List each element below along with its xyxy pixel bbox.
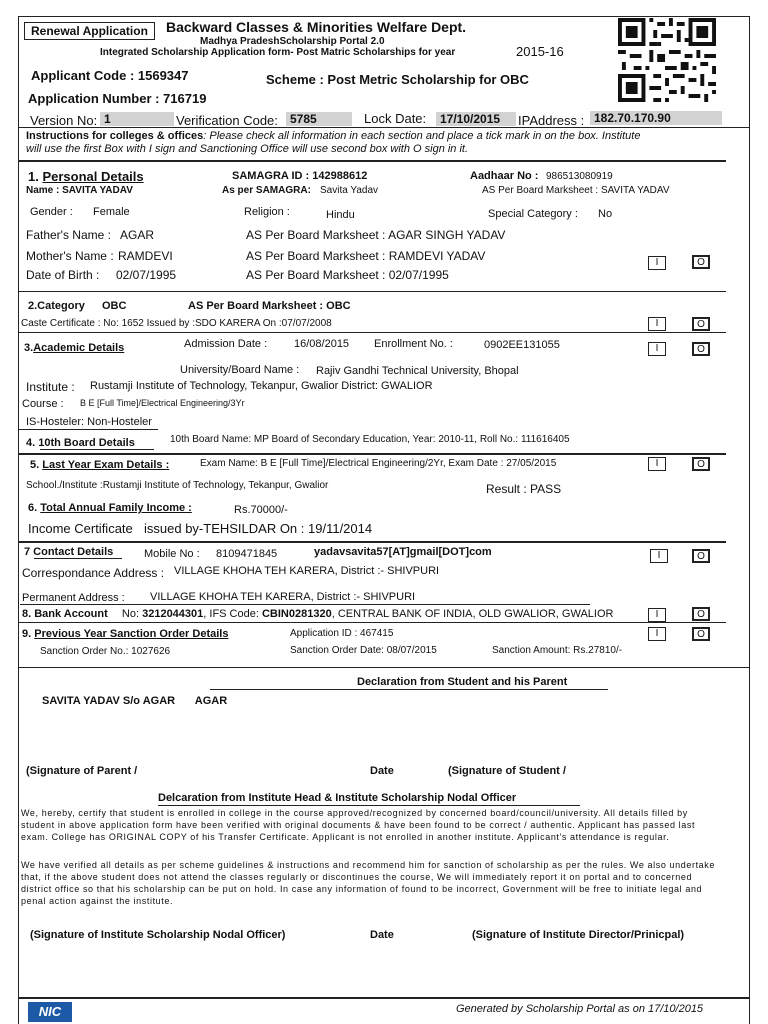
dept-title: Backward Classes & Minorities Welfare Dept. (166, 19, 467, 35)
gender-value: Female (93, 206, 130, 218)
course-value: B E [Full Time]/Electrical Engineering/3Yr (80, 398, 245, 408)
board-name: AS Per Board Marksheet : SAVITA YADAV (482, 185, 670, 196)
income-heading-num: 6. (28, 502, 38, 514)
instructions-divider (18, 160, 726, 162)
income-divider (18, 541, 726, 543)
bank-no-label: No: (121, 608, 140, 620)
contact-heading: 7 Contact Details (24, 546, 114, 558)
income-certificate-label: Income Certificate (28, 521, 133, 536)
father-board: AS Per Board Marksheet : AGAR SINGH YADAV (246, 228, 506, 242)
version-value: 1 (100, 112, 174, 126)
permanent-address-underline (20, 604, 590, 605)
father-name-label: Father's Name : (26, 228, 111, 242)
admission-date-value: 16/08/2015 (294, 338, 350, 350)
declaration-so: S/o (122, 695, 141, 707)
mobile-label: Mobile No : (144, 548, 200, 560)
institute-declaration-underline (158, 805, 580, 806)
last-exam-name: Exam Name: B E [Full Time]/Electrical Engineering/2Yr, Exam Date : 27/05/2015 (200, 458, 557, 469)
contact-office-checkbox[interactable]: O (692, 549, 710, 563)
dob-label: Date of Birth : (26, 268, 100, 282)
institute-declaration-para-1: We, hereby, certify that student is enrolled in college in the course approved/recognized by concerned board/council/university. All details filled by student in above application form have been verified with original documents & have been found to be correct / authentic. Applicant has passed last exam. College has ORIGINAL COPY of his Transfer Certificate. Applicant is not enrolled in another institute. Applicant's attendance is regular. (21, 808, 696, 842)
contact-heading-underline (34, 558, 122, 559)
last-exam-result: Result : PASS (486, 482, 562, 496)
last-exam-heading-num: 5. (30, 459, 40, 471)
academic-heading-num: 3. (24, 342, 34, 354)
dob-value: 02/07/1995 (116, 268, 177, 282)
sanction-heading (22, 628, 228, 640)
category-board: AS Per Board Marksheet : OBC (188, 300, 351, 312)
mobile-value: 8109471845 (216, 548, 278, 560)
academic-heading (24, 342, 124, 354)
verification-label: Verification Code: (176, 113, 278, 128)
income-heading-text: Total Annual Family Income : (40, 502, 192, 514)
portal-title: Madhya PradeshScholarship Portal 2.0 (200, 36, 385, 47)
personal-heading-text: Personal Details (42, 169, 144, 184)
instructions-line1 (26, 130, 640, 142)
sanction-office-checkbox[interactable]: O (692, 627, 710, 641)
category-office-checkbox[interactable]: O (692, 317, 710, 331)
category-institute-checkbox[interactable]: I (648, 317, 666, 331)
ifs-value: CBIN0281320 (261, 608, 332, 620)
institute-label: Institute : (26, 380, 75, 394)
email-value: yadavsavita57[AT]gmail[DOT]com (314, 546, 492, 558)
income-value: Rs.70000/- (234, 504, 288, 516)
sanction-heading-num: 9. (22, 628, 32, 640)
personal-institute-checkbox[interactable]: I (648, 256, 666, 270)
bank-divider (18, 622, 726, 623)
dob-board: AS Per Board Marksheet : 02/07/1995 (246, 268, 449, 282)
renewal-label: Renewal Application (24, 22, 155, 40)
header-divider (18, 127, 750, 128)
ip-address-label: IPAddress : (518, 113, 585, 128)
personal-divider (18, 291, 726, 292)
generated-note: Generated by Scholarship Portal as on 17/10/2015 (456, 1003, 704, 1015)
enrollment-value: 0902EE131055 (484, 339, 560, 351)
academic-office-checkbox[interactable]: O (692, 342, 710, 356)
signature-student: (Signature of Student / (448, 765, 566, 777)
scheme: Scheme : Post Metric Scholarship for OBC (266, 72, 529, 87)
sanction-amount: Sanction Amount: Rs.27810/- (492, 645, 623, 656)
academic-institute-checkbox[interactable]: I (648, 342, 666, 356)
institute-declaration-para-2: We have verified all details as per scheme guidelines & instructions and recommend him for sanction of scholarship as per the rules. We also undertake that, if the above student does not attend the classes regularly or discontinues the course, We will immediately report it on portal and to concerned district office so that his scholarship can be put on hold. In case any information of found to be incorrect, Government will be free to initiate legal and penal action against the institute. (21, 860, 715, 906)
tenth-divider (18, 453, 726, 455)
declaration-title: Declaration from Student and his Parent (357, 676, 568, 688)
form-year: 2015-16 (516, 44, 564, 59)
mother-name-value: RAMDEVI (118, 249, 173, 263)
application-number: Application Number : 716719 (28, 91, 207, 106)
as-per-samagra-label: As per SAMAGRA: (222, 185, 311, 196)
bank-heading: 8. Bank Account (22, 608, 108, 620)
mother-board: AS Per Board Marksheet : RAMDEVI YADAV (246, 249, 486, 263)
contact-institute-checkbox[interactable]: I (650, 549, 668, 563)
aadhaar-value: 986513080919 (546, 171, 613, 182)
personal-heading-num: 1. (28, 169, 39, 184)
category-value: OBC (102, 300, 127, 312)
category-divider (18, 332, 726, 333)
verification-value: 5785 (286, 112, 352, 126)
instructions-line2: will use the first Box with I sign and Sanctioning Office will use second box with O sign in it. (26, 143, 469, 155)
tenth-heading: 4. 10th Board Details (26, 437, 135, 449)
institute-date: Date (370, 929, 394, 941)
signature-nodal-officer: (Signature of Institute Scholarship Nodal Officer) (30, 929, 286, 941)
correspondence-address-value: VILLAGE KHOHA TEH KARERA, District :- SHIVPURI (174, 565, 440, 577)
caste-certificate: Caste Certificate : No: 1652 Issued by :SDO KARERA On :07/07/2008 (21, 318, 332, 329)
instructions-label: Instructions for colleges & offices (26, 130, 204, 142)
nic-logo: NIC (28, 1002, 72, 1022)
permanent-address-label: Permanent Address : (22, 592, 125, 604)
special-category-label: Special Category : (488, 208, 578, 220)
hosteler-status: IS-Hosteler: Non-Hosteler (26, 416, 152, 428)
samagra-id: SAMAGRA ID : 142988612 (232, 170, 368, 182)
form-title: Integrated Scholarship Application form- Post Matric Scholarships for year (100, 47, 456, 58)
father-name-value: AGAR (120, 228, 155, 242)
as-per-samagra-value: Savita Yadav (320, 185, 379, 196)
last-exam-office-checkbox[interactable]: O (692, 457, 710, 471)
sanction-order-no: Sanction Order No.: 1027626 (40, 646, 171, 657)
university-label: University/Board Name : (180, 364, 300, 376)
declaration-names (42, 695, 227, 707)
sanction-divider (18, 667, 750, 668)
sanction-heading-text: Previous Year Sanction Order Details (34, 628, 229, 640)
correspondence-address-label: Correspondance Address : (22, 566, 165, 580)
declaration-student: SAVITA YADAV (42, 695, 120, 707)
last-exam-heading-text: Last Year Exam Details : (42, 459, 170, 471)
sanction-application-id: Application ID : 467415 (290, 628, 394, 639)
admission-date-label: Admission Date : (184, 338, 268, 350)
bank-office-checkbox[interactable]: O (692, 607, 710, 621)
ifs-label: , IFS Code: (203, 608, 259, 620)
lock-date-value: 17/10/2015 (436, 112, 516, 126)
bank-no-value: 3212044301 (142, 608, 204, 620)
sanction-order-date: Sanction Order Date: 08/07/2015 (290, 645, 437, 656)
category-label: 2.Category (28, 300, 85, 312)
declaration-father-2: AGAR (194, 695, 228, 707)
personal-heading (28, 169, 144, 184)
religion-value: Hindu (326, 209, 355, 221)
applicant-name: Name : SAVITA YADAV (26, 185, 133, 196)
signature-director: (Signature of Institute Director/Prinicpal) (472, 929, 685, 941)
academic-divider (18, 429, 158, 430)
declaration-father: AGAR (142, 695, 176, 707)
instructions-text: : Please check all information in each section and place a tick mark in on the box. Institute (203, 130, 641, 142)
enrollment-label: Enrollment No. : (374, 338, 453, 350)
last-exam-school: School./Institute :Rustamji Institute of Technology, Tekanpur, Gwalior (26, 480, 329, 491)
bank-row (22, 608, 613, 620)
signature-parent: (Signature of Parent / (26, 765, 138, 777)
last-exam-heading (30, 459, 169, 471)
tenth-heading-underline (40, 449, 154, 450)
bank-institute-checkbox[interactable]: I (648, 608, 666, 622)
gender-label: Gender : (30, 206, 73, 218)
income-certificate-value: issued by-TEHSILDAR On : 19/11/2014 (144, 521, 373, 536)
course-label: Course : (22, 398, 64, 410)
declaration-date: Date (370, 765, 394, 777)
bank-branch: , CENTRAL BANK OF INDIA, OLD GWALIOR, GWALIOR (331, 608, 614, 620)
ip-address-value: 182.70.170.90 (590, 111, 722, 125)
permanent-address-value: VILLAGE KHOHA TEH KARERA, District :- SHIVPURI (150, 591, 416, 603)
last-exam-institute-checkbox[interactable]: I (648, 457, 666, 471)
footer-divider (18, 997, 750, 999)
declaration-title-underline (210, 689, 608, 690)
personal-office-checkbox[interactable]: O (692, 255, 710, 269)
applicant-code: Applicant Code : 1569347 (31, 68, 189, 83)
academic-heading-text: Academic Details (33, 342, 125, 354)
version-label: Version No: (30, 113, 98, 128)
institute-declaration-title: Delcaration from Institute Head & Institute Scholarship Nodal Officer (158, 792, 517, 804)
lock-date-label: Lock Date: (364, 111, 427, 126)
qr-code-image (618, 18, 716, 102)
income-heading (28, 502, 192, 514)
special-category-value: No (598, 208, 613, 220)
university-value: Rajiv Gandhi Technical University, Bhopal (316, 365, 519, 377)
religion-label: Religion : (244, 206, 290, 218)
sanction-institute-checkbox[interactable]: I (648, 627, 666, 641)
institute-value: Rustamji Institute of Technology, Tekanpur, Gwalior District: GWALIOR (90, 380, 433, 392)
mother-name-label: Mother's Name : (26, 249, 114, 263)
aadhaar-label: Aadhaar No : (470, 170, 539, 182)
tenth-details: 10th Board Name: MP Board of Secondary Education, Year: 2010-11, Roll No.: 111616405 (170, 434, 570, 445)
